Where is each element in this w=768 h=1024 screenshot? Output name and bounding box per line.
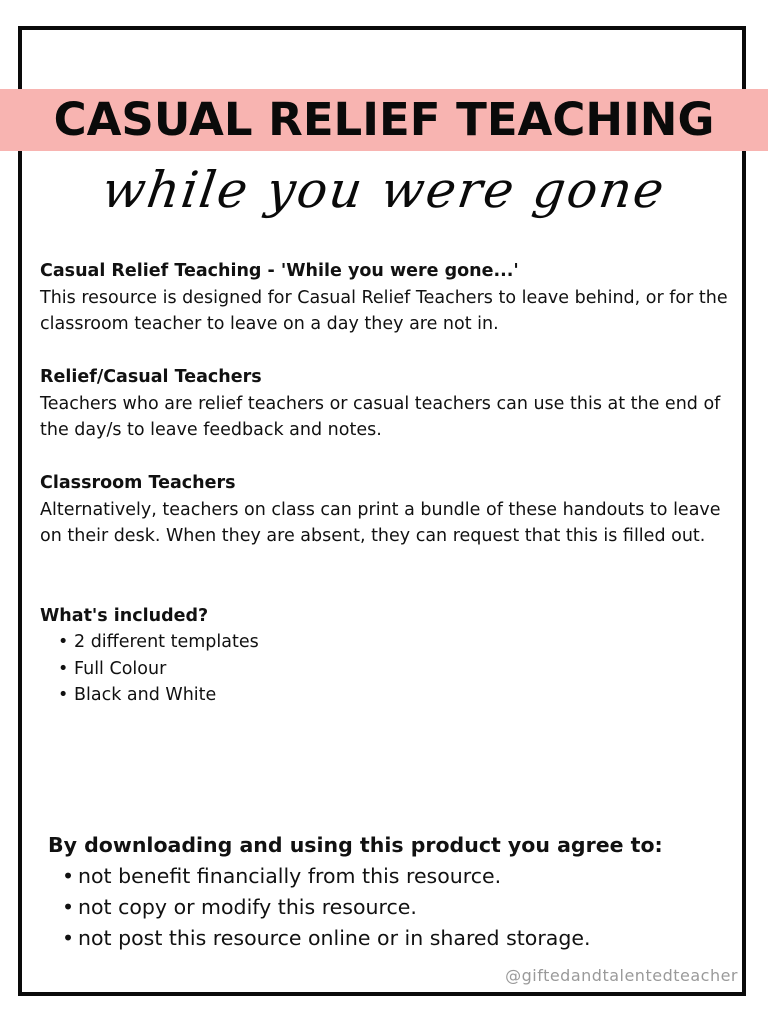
included-section xyxy=(40,603,730,709)
included-heading: What's included? xyxy=(40,605,209,626)
included-list xyxy=(40,629,730,709)
list-item: • not post this resource online or in shared storage. xyxy=(62,923,728,954)
relief-heading: Relief/Casual Teachers xyxy=(40,367,262,387)
page-subtitle: while you were gone xyxy=(98,161,670,219)
relief-section xyxy=(40,364,730,444)
list-item: • not benefit financially from this resource. xyxy=(62,861,728,892)
main-content xyxy=(40,258,730,709)
classroom-section xyxy=(40,470,730,550)
list-item: • not copy or modify this resource. xyxy=(62,892,728,923)
list-item: • Black and White xyxy=(58,682,730,709)
intro-body: This resource is designed for Casual Relief Teachers to leave behind, or for the classroom teacher to leave on a day they are not in. xyxy=(40,287,728,334)
classroom-body: Alternatively, teachers on class can print a bundle of these handouts to leave on their desk. When they are absent, they can request that this is filled out. xyxy=(40,499,721,546)
list-item: • Full Colour xyxy=(58,656,730,683)
terms-list xyxy=(48,861,728,954)
page-title: CASUAL RELIEF TEACHING xyxy=(53,93,715,146)
list-item: • 2 different templates xyxy=(58,629,730,656)
classroom-heading: Classroom Teachers xyxy=(40,473,236,493)
intro-heading: Casual Relief Teaching - 'While you were gone...' xyxy=(40,261,519,281)
terms-section xyxy=(48,830,728,954)
intro-section xyxy=(40,258,730,338)
relief-body: Teachers who are relief teachers or casual teachers can use this at the end of the day/s to leave feedback and notes. xyxy=(40,393,721,440)
terms-heading: By downloading and using this product you agree to: xyxy=(48,833,663,857)
author-handle: @giftedandtalentedteacher xyxy=(505,966,738,985)
